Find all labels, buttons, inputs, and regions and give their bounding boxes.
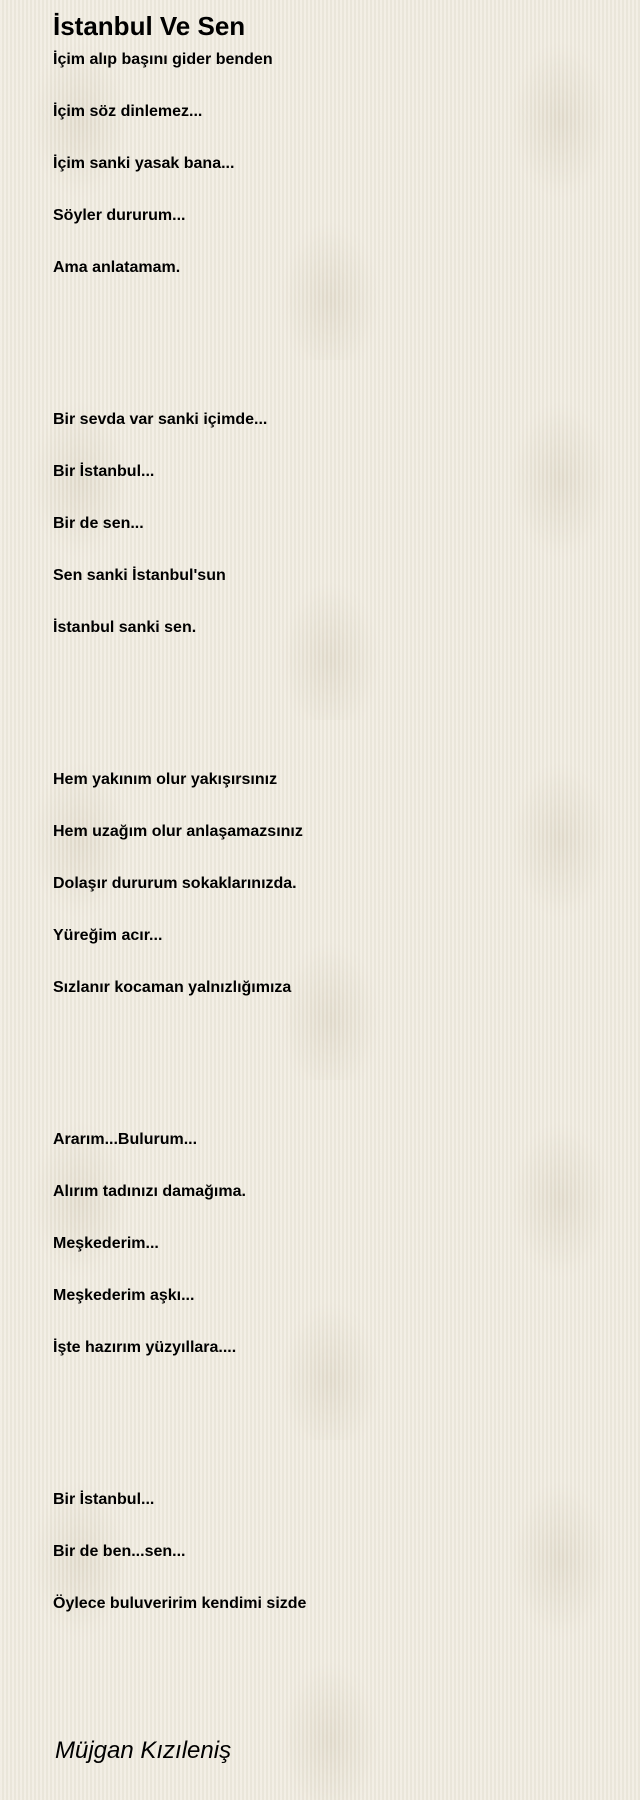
poem-line: Bir de ben...sen... <box>53 1543 186 1560</box>
poem-line: Meşkederim aşkı... <box>53 1287 195 1304</box>
poem-line: Ama anlatamam. <box>53 259 181 276</box>
poem-line: Bir İstanbul... <box>53 463 155 480</box>
poem-line: Sen sanki İstanbul'sun <box>53 567 226 584</box>
poem-line: İçim sanki yasak bana... <box>53 155 235 172</box>
poem-line: İstanbul sanki sen. <box>53 619 197 636</box>
stanza-gap <box>53 670 613 770</box>
poem-line: Alırım tadınızı damağıma. <box>53 1183 246 1200</box>
poem-line: Bir sevda var sanki içimde... <box>53 411 268 428</box>
poem-line: Hem yakınım olur yakışırsınız <box>53 771 278 788</box>
poem-line: Hem uzağım olur anlaşamazsınız <box>53 823 303 840</box>
stanza-gap <box>53 1030 613 1130</box>
poem-line: Bir İstanbul... <box>53 1491 155 1508</box>
poem <box>53 8 613 1646</box>
poem-line: Dolaşır dururum sokaklarınızda. <box>53 875 297 892</box>
poem-line: Sızlanır kocaman yalnızlığımıza <box>53 979 292 996</box>
poem-title: İstanbul Ve Sen <box>53 11 246 41</box>
poem-author: Müjgan Kızıleniş <box>55 1737 232 1764</box>
poem-line: İçim alıp başını gider benden <box>53 51 273 68</box>
stanza-2 <box>53 410 613 670</box>
poem-line: İşte hazırım yüzyıllara.... <box>53 1339 237 1356</box>
poem-line: Ararım...Bulurum... <box>53 1131 198 1148</box>
poem-line: Yüreğim acır... <box>53 927 163 944</box>
poem-line: Öylece buluveririm kendimi sizde <box>53 1595 307 1612</box>
poem-line: Meşkederim... <box>53 1235 159 1252</box>
stanza-3 <box>53 770 613 1030</box>
stanza-gap <box>53 1390 613 1490</box>
stanza-5 <box>53 1490 613 1646</box>
stanza-1 <box>53 50 613 310</box>
stanza-gap <box>53 310 613 410</box>
poem-line: İçim söz dinlemez... <box>53 103 203 120</box>
poem-line: Söyler dururum... <box>53 207 186 224</box>
poem-line: Bir de sen... <box>53 515 144 532</box>
stanza-4 <box>53 1130 613 1390</box>
